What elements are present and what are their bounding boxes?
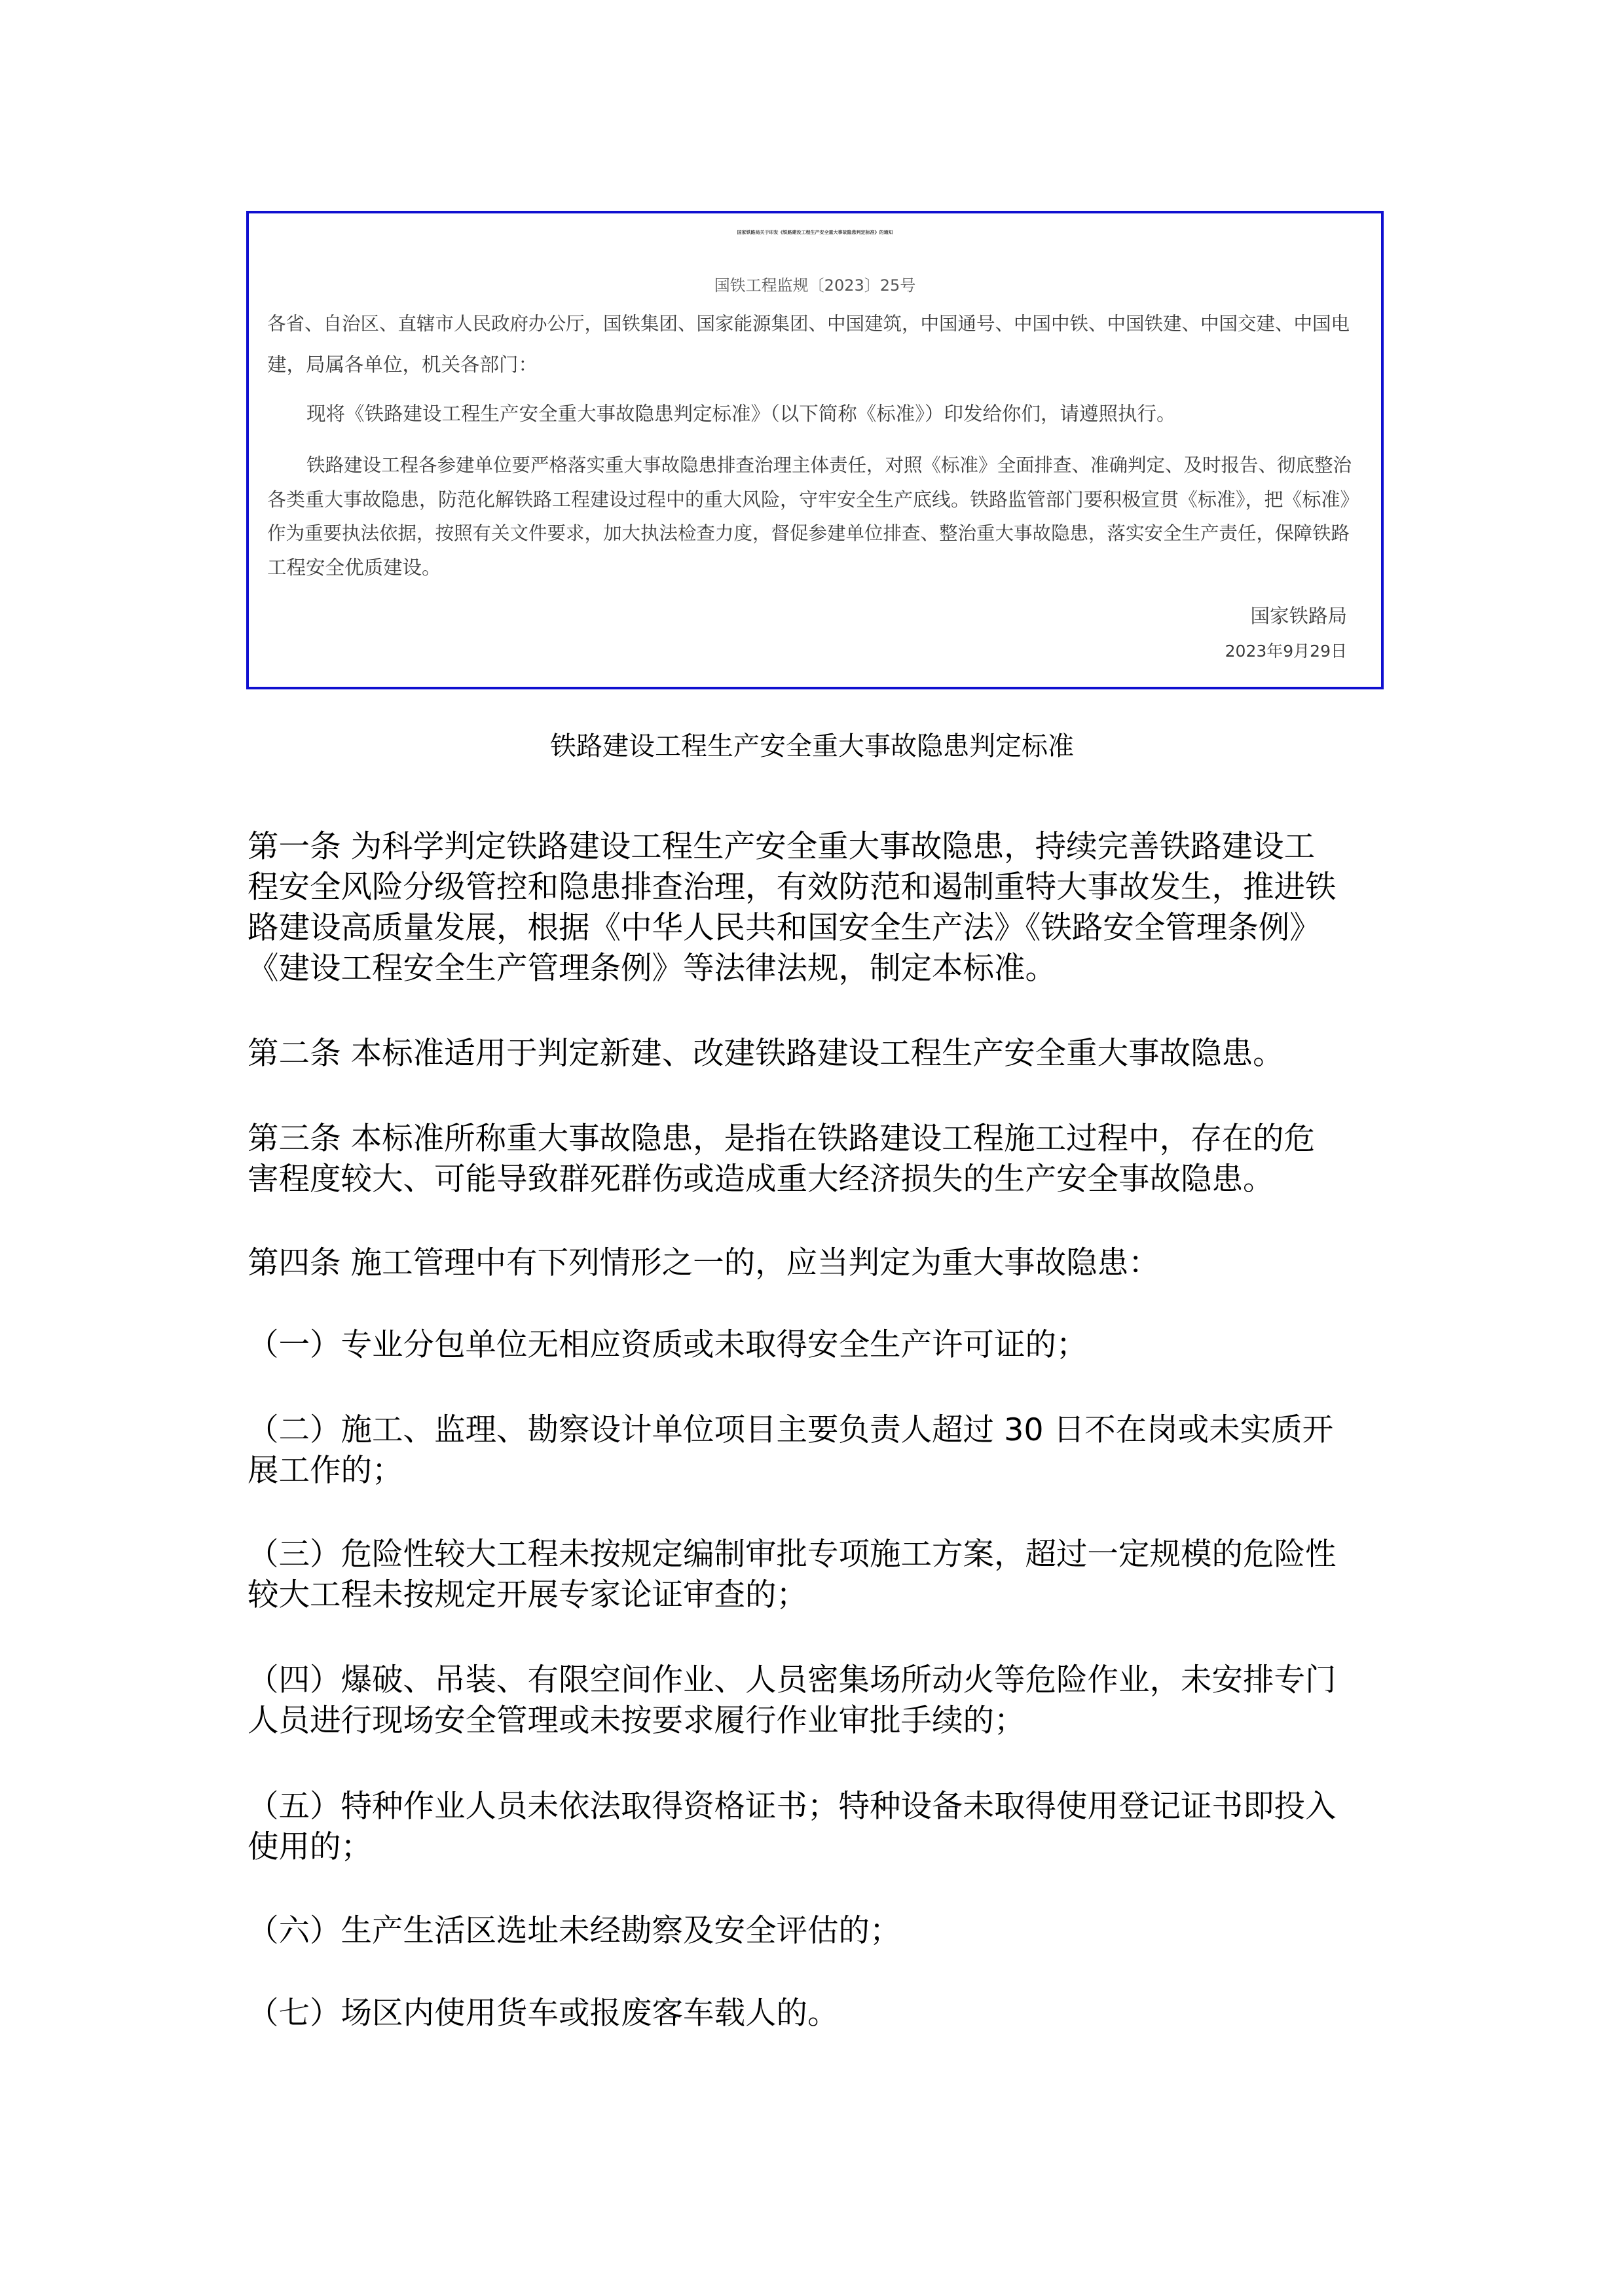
notice-paragraph-line: 作为重要执法依据，按照有关文件要求，加大执法检查力度，督促参建单位排查、整治重大事故隐患，落实安全生产责任，保障铁路 (267, 522, 1350, 544)
article-2-line: 第二条 本标准适用于判定新建、改建铁路建设工程生产安全重大事故隐患。 (248, 1036, 1284, 1072)
item-3-line: （三）危险性较大工程未按规定编制审批专项施工方案，超过一定规模的危险性 (248, 1537, 1337, 1573)
notice-addressee-line: 各省、自治区、直辖市人民政府办公厅，国铁集团、国家能源集团、中国建筑，中国通号、中国中铁、中国铁建、中国交建、中国电 (267, 313, 1350, 335)
notice-addressee-line: 建，局属各单位，机关各部门： (267, 354, 538, 376)
item-7-line: （七）场区内使用货车或报废客车载人的。 (248, 1995, 839, 2032)
notice-box (246, 211, 1384, 689)
article-1-line: 路建设高质量发展，根据《中华人民共和国安全生产法》《铁路安全管理条例》 (248, 910, 1321, 946)
notice-issuer: 国家铁路局 (1250, 605, 1347, 627)
notice-doc-number: 国铁工程监规〔2023〕25号 (714, 276, 916, 295)
article-3-line: 第三条 本标准所称重大事故隐患，是指在铁路建设工程施工过程中，存在的危 (248, 1121, 1316, 1157)
item-4-line: （四）爆破、吊装、有限空间作业、人员密集场所动火等危险作业，未安排专门 (248, 1662, 1337, 1698)
article-1-line: 程安全风险分级管控和隐患排查治理，有效防范和遏制重特大事故发生，推进铁 (248, 869, 1337, 905)
article-1-line: 第一条 为科学判定铁路建设工程生产安全重大事故隐患，持续完善铁路建设工 (248, 829, 1316, 865)
document-title: 铁路建设工程生产安全重大事故隐患判定标准 (550, 731, 1074, 761)
item-1-line: （一）专业分包单位无相应资质或未取得安全生产许可证的； (248, 1327, 1088, 1363)
article-1-line: 《建设工程安全生产管理条例》等法律法规，制定本标准。 (248, 951, 1056, 987)
notice-paragraph-line: 铁路建设工程各参建单位要严格落实重大事故隐患排查治理主体责任，对照《标准》全面排查、准确判定、及时报告、彻底整治 (306, 454, 1352, 476)
notice-paragraph-line: 工程安全优质建设。 (267, 556, 441, 579)
article-4-line: 第四条 施工管理中有下列情形之一的，应当判定为重大事故隐患： (248, 1245, 1160, 1281)
item-6-line: （六）生产生活区选址未经勘察及安全评估的； (248, 1913, 901, 1949)
notice-paragraph-line: 各类重大事故隐患，防范化解铁路工程建设过程中的重大风险，守牢安全生产底线。铁路监管部门要积极宣贯《标准》，把《标准》 (267, 488, 1359, 511)
item-5-line: 使用的； (248, 1829, 372, 1865)
notice-date: 2023年9月29日 (1225, 642, 1347, 661)
item-2-line: 展工作的； (248, 1453, 403, 1489)
item-4-line: 人员进行现场安全管理或未按要求履行作业审批手续的； (248, 1703, 1025, 1739)
item-3-line: 较大工程未按规定开展专家论证审查的； (248, 1577, 807, 1613)
article-3-line: 害程度较大、可能导致群死群伤或造成重大经济损失的生产安全事故隐患。 (248, 1161, 1274, 1197)
item-5-line: （五）特种作业人员未依法取得资格证书；特种设备未取得使用登记证书即投入 (248, 1789, 1337, 1825)
item-2-line: （二）施工、监理、勘察设计单位项目主要负责人超过 30 日不在岗或未实质开 (248, 1412, 1334, 1448)
notice-title: 国家铁路局关于印发《铁路建设工程生产安全重大事故隐患判定标准》的通知 (737, 229, 893, 235)
notice-paragraph-line: 现将《铁路建设工程生产安全重大事故隐患判定标准》（以下简称《标准》）印发给你们，请遵照执行。 (306, 403, 1176, 425)
